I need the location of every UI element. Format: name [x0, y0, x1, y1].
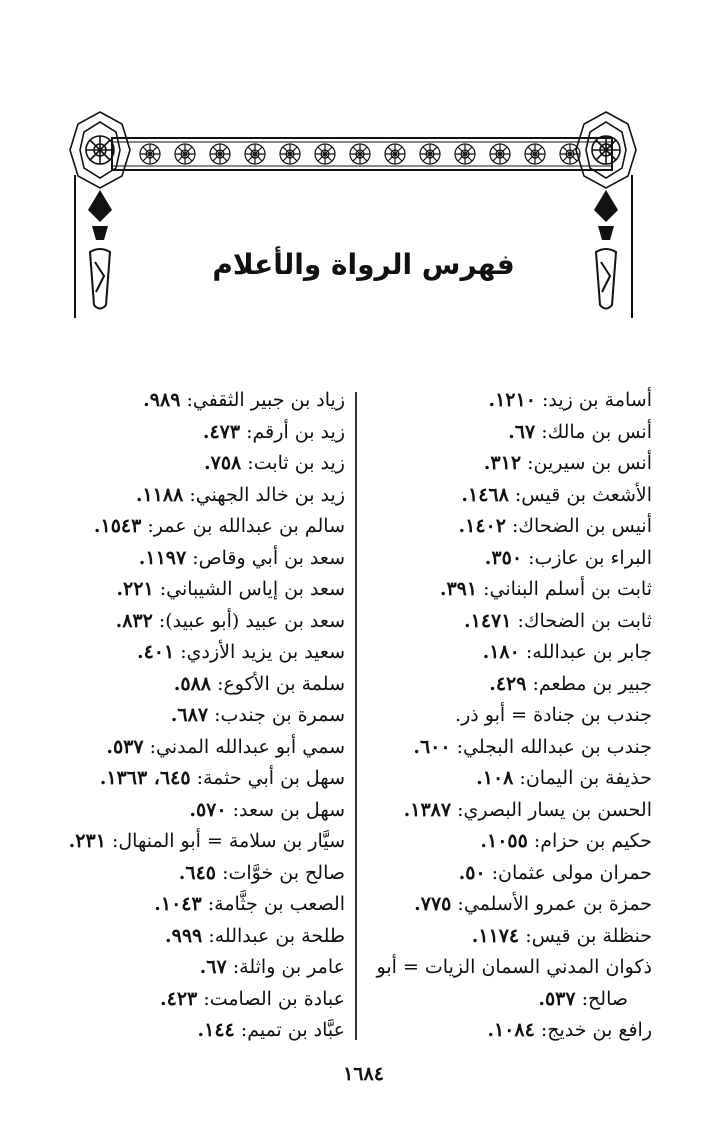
entry-reference: ٦٤٥، ١٣٦٣.	[99, 767, 191, 789]
index-entry	[367, 511, 652, 543]
entry-name: عبادة بن الصامت:	[203, 987, 345, 1010]
index-entry	[367, 858, 652, 890]
entry-reference: ٤٢٩.	[489, 672, 527, 695]
index-entry	[367, 1015, 652, 1047]
entry-name: جندب بن جنادة = أبو ذر.	[455, 704, 652, 726]
index-entry	[45, 574, 345, 606]
entry-reference: ١٠٤٣.	[154, 893, 202, 915]
index-entry	[45, 669, 345, 701]
index-entry	[45, 795, 345, 827]
entry-name: سهل بن سعد:	[232, 798, 345, 821]
index-entry	[367, 606, 652, 638]
index-entry	[367, 574, 652, 606]
entry-name: زيد بن أرقم:	[246, 420, 345, 443]
index-entry	[45, 511, 345, 543]
entry-name: أسامة بن زيد:	[541, 389, 652, 411]
entry-reference: ١٠٨٤.	[487, 1019, 535, 1041]
index-entry	[45, 1015, 345, 1047]
entry-name: طلحة بن عبدالله:	[208, 924, 345, 947]
entry-reference: ١١٩٧.	[138, 546, 187, 569]
entry-reference: ٣٩١.	[439, 578, 478, 600]
entry-reference: ١٤٧١.	[463, 609, 512, 632]
entry-name: حكيم بن حزام:	[533, 830, 652, 852]
entry-reference: ٩٨٩.	[143, 389, 181, 411]
entry-reference: ٤٧٣.	[202, 420, 241, 443]
entry-reference: ٢٣١.	[68, 830, 106, 852]
entry-name: زياد بن جبير الثقفي:	[186, 389, 345, 411]
entry-name: جندب بن عبدالله البجلي:	[456, 735, 652, 758]
index-entry	[367, 795, 652, 827]
entry-name: حمزة بن عمرو الأسلمي:	[457, 893, 652, 915]
entry-reference: ٦٤٥.	[178, 861, 217, 884]
entry-name: زيد بن ثابت:	[247, 452, 345, 474]
index-entry	[45, 889, 345, 921]
index-entry	[45, 984, 345, 1016]
entry-reference: ١١٧٤.	[471, 924, 520, 947]
entry-reference: ٤٢٣.	[160, 987, 198, 1010]
entry-name: أنيس بن الضحاك:	[511, 515, 652, 537]
entry-name: رافع بن خديج:	[540, 1019, 652, 1041]
entry-reference: ٦٧.	[199, 956, 227, 978]
entry-reference: ٥٨٨.	[173, 672, 212, 695]
entry-reference: ٣١٢.	[483, 452, 522, 474]
index-entry	[367, 921, 652, 953]
entry-name: ثابت بن أسلم البناني:	[483, 578, 652, 600]
entry-name: حنظلة بن قيس:	[525, 924, 652, 947]
entry-reference: ٣٥٠.	[484, 546, 523, 569]
index-entry	[367, 385, 652, 417]
entry-name: سعد بن إياس الشيباني:	[159, 578, 345, 600]
entry-reference: ٤٠١.	[136, 641, 175, 663]
entry-reference: ٩٩٩.	[165, 924, 203, 947]
entry-reference: ١٤٦٨.	[461, 483, 509, 506]
entry-reference: ١٠٨.	[476, 767, 514, 789]
entry-name: عامر بن واثلة:	[232, 956, 345, 978]
index-entry	[45, 700, 345, 732]
index-entry	[45, 763, 345, 795]
index-entry	[367, 480, 652, 512]
column-divider	[355, 392, 357, 1040]
index-entry	[45, 921, 345, 953]
entry-name: سيَّار بن سلامة = أبو المنهال:	[111, 830, 345, 852]
entry-reference: ١٤٠٢.	[458, 515, 506, 537]
entry-name-tail: صالح:	[581, 987, 628, 1010]
page-title: فهرس الرواة والأعلام	[212, 248, 515, 281]
entry-name: سعد بن عبيد (أبو عبيد):	[158, 609, 345, 632]
index-column-left	[45, 385, 345, 1047]
index-entry	[367, 448, 652, 480]
entry-name: سلمة بن الأكوع:	[217, 672, 345, 695]
entry-name: سعيد بن يزيد الأزدي:	[180, 641, 345, 663]
index-entry	[45, 417, 345, 449]
index-entry	[45, 952, 345, 984]
index-entry	[367, 543, 652, 575]
entry-name: سالم بن عبدالله بن عمر:	[147, 515, 345, 537]
index-entry	[45, 385, 345, 417]
index-entry	[45, 480, 345, 512]
entry-reference: ١٨٠.	[482, 641, 520, 663]
rosette-chain	[140, 144, 580, 164]
entry-name: سمي أبو عبدالله المدني:	[149, 735, 345, 758]
entry-reference: ٧٥٨.	[204, 452, 242, 474]
entry-reference: ١٥٤٣.	[93, 515, 142, 537]
index-entry	[45, 637, 345, 669]
entry-name: سعد بن أبي وقاص:	[192, 546, 345, 569]
entry-name: الحسن بن يسار البصري:	[457, 798, 652, 821]
entry-reference: ١٢١٠.	[488, 389, 536, 411]
entry-reference: ١١٨٨.	[135, 483, 184, 506]
entry-reference: ٢٢١.	[116, 578, 154, 600]
index-entry	[367, 952, 652, 1015]
entry-name: سهل بن أبي حثمة:	[196, 767, 345, 789]
entry-reference: ١٠٥٥.	[480, 830, 528, 852]
entry-name: أنس بن مالك:	[541, 420, 652, 443]
left-medallion	[70, 112, 130, 188]
entry-reference: ٥٠.	[458, 861, 486, 884]
entry-name: جبير بن مطعم:	[532, 672, 652, 695]
index-entry	[367, 417, 652, 449]
entry-name: البراء بن عازب:	[528, 546, 652, 569]
index-entry	[45, 858, 345, 890]
index-entry	[45, 448, 345, 480]
entry-name: ثابت بن الضحاك:	[517, 609, 652, 632]
ornamental-header	[0, 0, 727, 330]
entry-name: حمران مولى عثمان:	[491, 861, 652, 884]
entry-reference: ٦٨٧.	[170, 704, 209, 726]
entry-reference: ٧٧٥.	[414, 893, 452, 915]
entry-reference: ٥٣٧.	[106, 735, 144, 758]
page-number: ١٦٨٤	[343, 1063, 384, 1085]
entry-name: حذيفة بن اليمان:	[519, 767, 652, 789]
entry-reference: ١٤٤.	[197, 1019, 235, 1041]
index-entry	[367, 763, 652, 795]
index-entry	[367, 826, 652, 858]
right-medallion	[576, 112, 636, 188]
index-entry	[45, 732, 345, 764]
index-column-right	[367, 385, 652, 1047]
entry-name-continued	[367, 984, 652, 1016]
entry-name: جابر بن عبدالله:	[525, 641, 652, 663]
index-entry	[367, 889, 652, 921]
index-entry	[45, 606, 345, 638]
entry-reference: ٦٠٠.	[413, 735, 451, 758]
entry-name: سمرة بن جندب:	[214, 704, 345, 726]
entry-name: ذكوان المدني السمان الزيات = أبو	[376, 956, 652, 978]
index-entry	[367, 637, 652, 669]
entry-reference: ١٣٨٧.	[403, 798, 452, 821]
entry-name: الأشعث بن قيس:	[514, 483, 652, 506]
index-entry	[45, 826, 345, 858]
entry-reference: ٥٧٠.	[189, 798, 227, 821]
index-entry	[367, 732, 652, 764]
entry-name: عبَّاد بن تميم:	[240, 1019, 345, 1041]
index-entry	[45, 543, 345, 575]
entry-reference: ٨٣٢.	[115, 609, 153, 632]
entry-reference: ٦٧.	[508, 420, 536, 443]
entry-name: صالح بن خوَّات:	[222, 861, 345, 884]
entry-name: زيد بن خالد الجهني:	[189, 483, 345, 506]
entry-reference: ٥٣٧.	[538, 987, 576, 1010]
entry-name: الصعب بن جثَّامة:	[207, 893, 345, 915]
entry-name: أنس بن سيرين:	[527, 452, 652, 474]
index-entry	[367, 669, 652, 701]
index-entry	[367, 700, 652, 732]
